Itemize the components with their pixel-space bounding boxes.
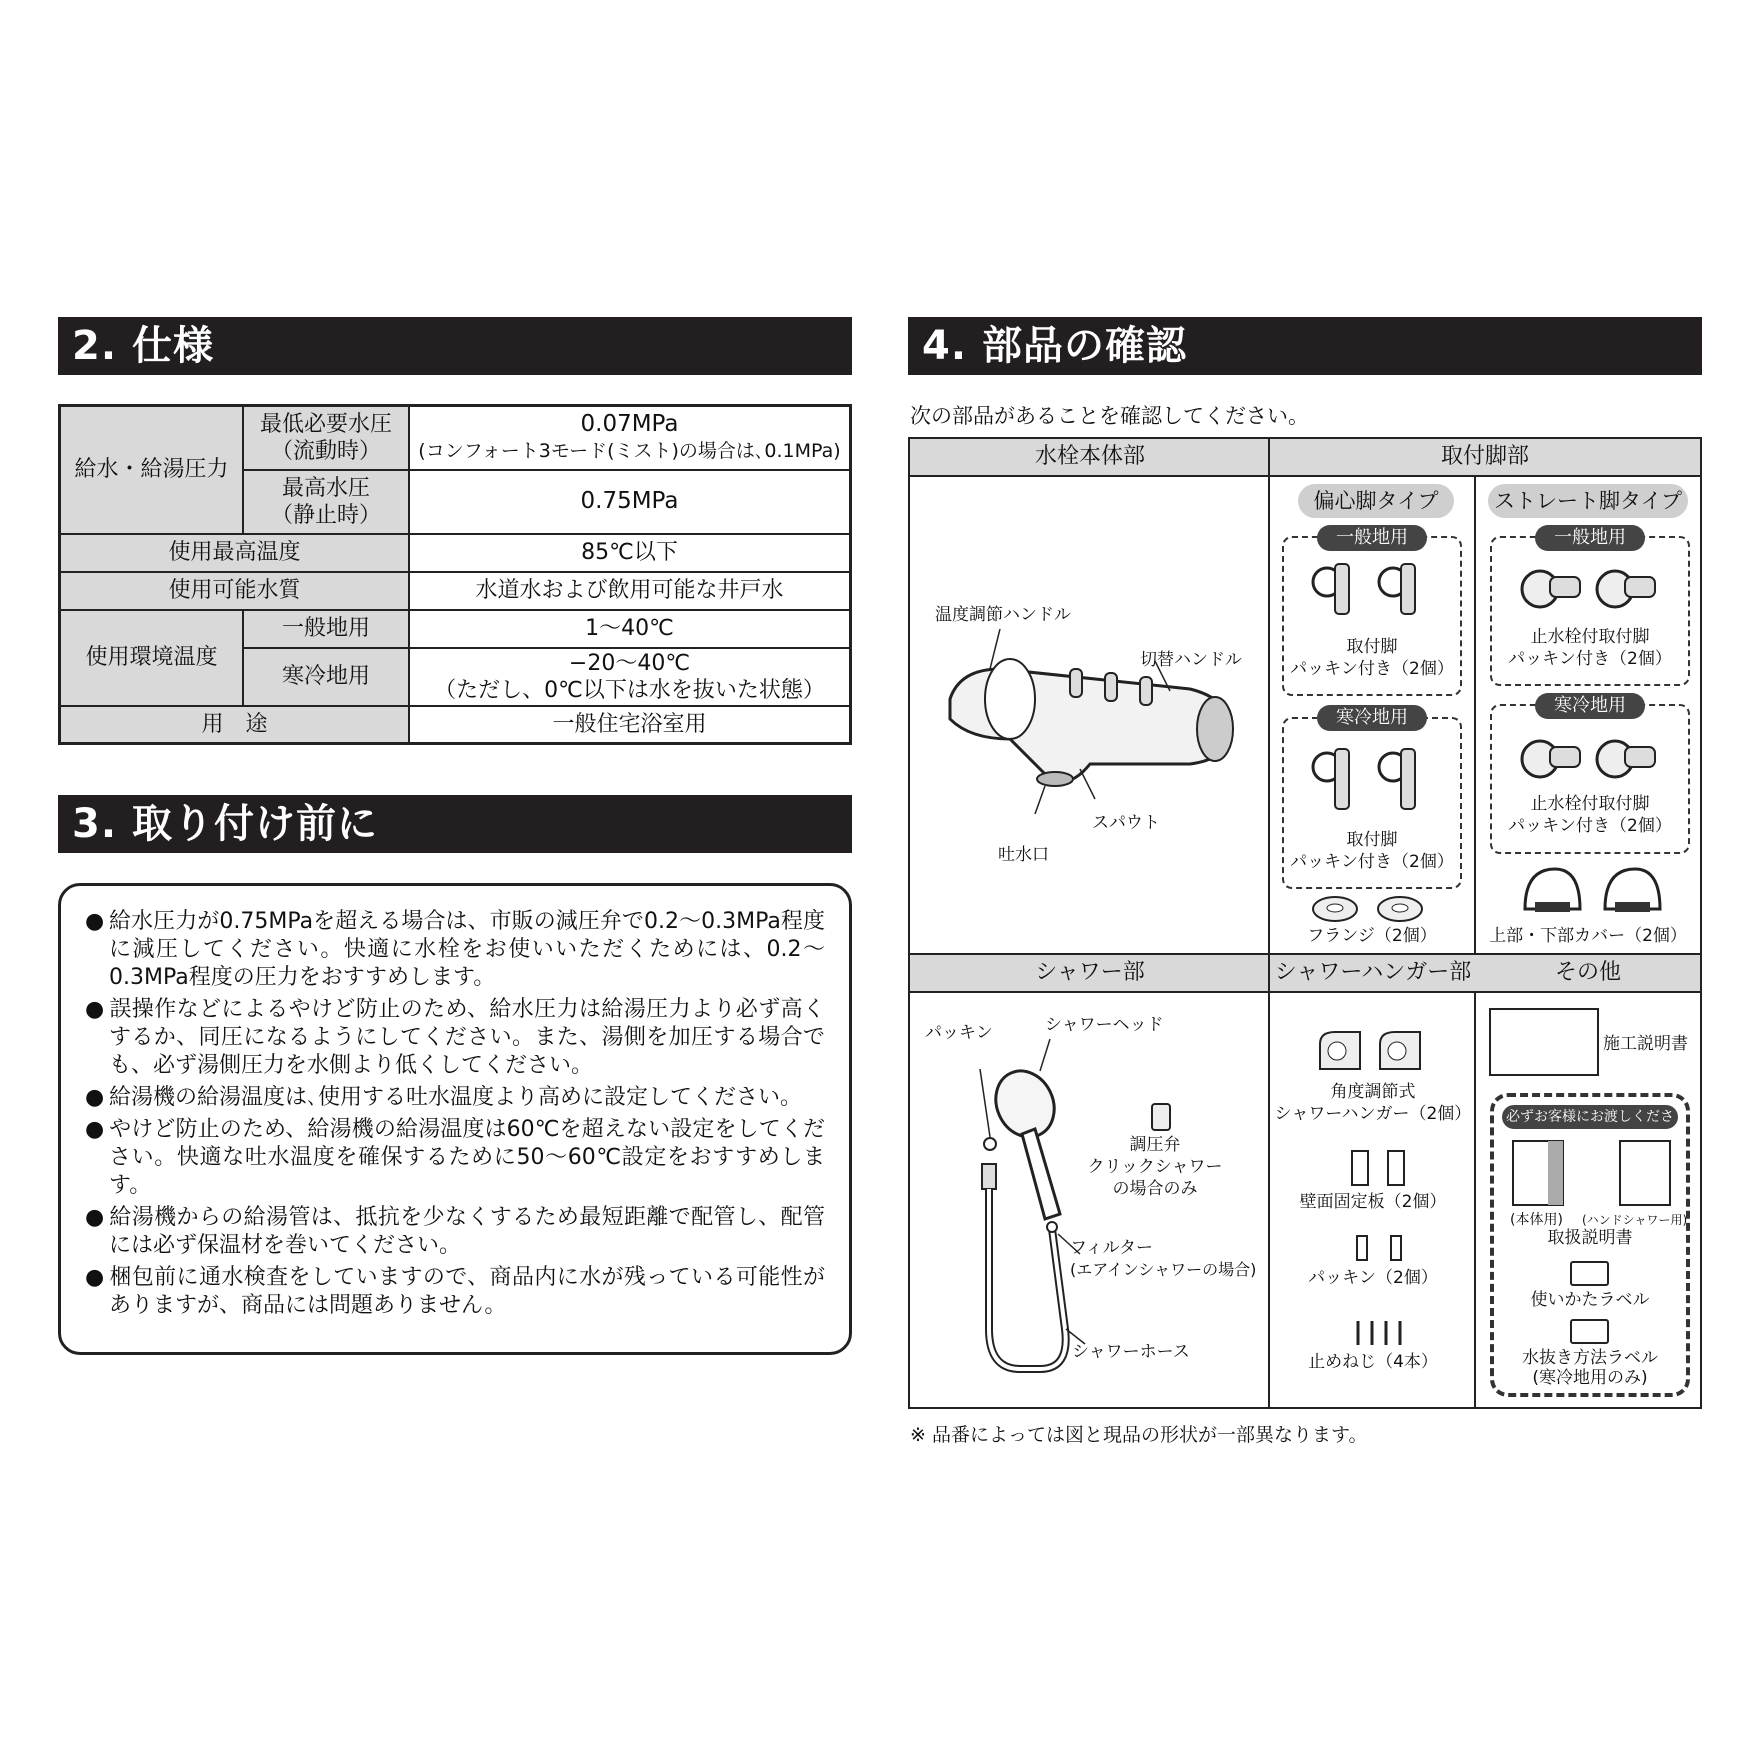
note-item: ● 給湯機の給湯温度は､使用する吐水温度より高めに設定してください｡ (85, 1085, 792, 1110)
tag-general: 一般地用 (1535, 525, 1645, 551)
label-hanger-1: 角度調節式 (1330, 1082, 1416, 1102)
usage-label-icon (1570, 1261, 1610, 1287)
label-shower-head: シャワーヘッド (1045, 1015, 1164, 1035)
label-temp-handle: 温度調節ハンドル (935, 605, 1071, 625)
label-valve-2: クリックシャワー (1087, 1157, 1223, 1177)
section-2-header (58, 317, 852, 375)
pill-eccentric: 偏心脚タイプ (1298, 484, 1454, 518)
label-drain-1: 水抜き方法ラベル (1522, 1348, 1658, 1368)
tag-deliver: 必ずお客様にお渡しください (1502, 1105, 1678, 1129)
header-mount: 取付脚部 (1270, 439, 1700, 477)
header-hanger: シャワーハンガー部 (1270, 953, 1476, 993)
section-3-title: 3. 取り付け前に (72, 801, 378, 847)
section-4-header (908, 317, 1702, 375)
max-pressure-label: 最高水圧 （静止時） (243, 470, 409, 534)
str-cold-part-1: 止水栓付取付脚 (1530, 794, 1650, 814)
label-install-manual: 施工説明書 (1603, 1034, 1688, 1054)
section-4-title: 4. 部品の確認 (922, 323, 1187, 369)
note-item: ● 梱包前に通水検査をしていますので、商品内に水が残っている可能性がありますが、商品には問題ありません。 (85, 1265, 825, 1318)
label-spout: スパウト (1092, 813, 1160, 833)
label-outlet: 吐水口 (998, 845, 1049, 865)
cold-area-label: 寒冷地用 (243, 648, 409, 706)
label-filter-2: (エアインシャワーの場合) (1070, 1260, 1257, 1279)
tag-cold: 寒冷地用 (1535, 693, 1645, 719)
label-drain-2: (寒冷地用のみ) (1532, 1368, 1648, 1388)
max-temp-value: 85℃以下 (409, 534, 851, 572)
label-hand-shower: (ハンドシャワー用) (1582, 1213, 1688, 1227)
eccentric-leg-cold-icon (1305, 739, 1445, 819)
spec-table (58, 404, 852, 745)
label-user-manual: 取扱説明書 (1547, 1228, 1633, 1248)
min-pressure-value: 0.07MPa (コンフォート3モード(ミスト)の場合は､0.1MPa) (409, 406, 851, 470)
label-screw: 止めねじ（4本） (1308, 1352, 1438, 1372)
drain-label-icon (1570, 1319, 1610, 1345)
ecc-general-part-1: 取付脚 (1346, 637, 1398, 657)
note-item: ● 給湯機からの給湯管は、抵抗を少なくするため最短距離で配管し、配管には必ず保温材を巻いてください。 (85, 1205, 825, 1258)
use-label: 用 途 (60, 706, 410, 744)
tag-cold: 寒冷地用 (1317, 705, 1427, 731)
supply-pressure-label: 給水・給湯圧力 (60, 406, 244, 534)
ecc-cold-part-1: 取付脚 (1346, 830, 1398, 850)
cold-area-value: −20〜40℃ （ただし、0℃以下は水を抜いた状態） (409, 648, 851, 706)
tag-general: 一般地用 (1317, 525, 1427, 551)
label-wall-plate: 壁面固定板（2個） (1299, 1192, 1447, 1212)
ecc-general-part-2: パッキン付き（2個） (1290, 659, 1454, 679)
label-hose: シャワーホース (1072, 1342, 1190, 1362)
ecc-cold-part-2: パッキン付き（2個） (1290, 852, 1454, 872)
label-hanger-packing: パッキン（2個） (1308, 1268, 1438, 1288)
hanger-packing-icon (1355, 1234, 1405, 1264)
str-general-part-1: 止水栓付取付脚 (1530, 627, 1650, 647)
eccentric-leg-icon (1305, 554, 1445, 624)
general-area-value: 1〜40℃ (409, 610, 851, 648)
grid-divider (1474, 477, 1476, 953)
max-temp-label: 使用最高温度 (60, 534, 410, 572)
screw-icon (1350, 1317, 1410, 1347)
note-item: ● 給水圧力が0.75MPaを超える場合は、市販の減圧弁で0.2〜0.3MPa程度に減圧してください。快適に水栓をお使いいただくためには、0.2〜0.3MPa程度の圧力をおすすめします。 (85, 909, 825, 990)
label-cover: 上部・下部カバー（2個） (1489, 926, 1687, 946)
label-usage: 使いかたラベル (1530, 1290, 1650, 1310)
label-switch-handle: 切替ハンドル (1140, 650, 1242, 670)
use-value: 一般住宅浴室用 (409, 706, 851, 744)
straight-leg-cold-icon (1510, 729, 1670, 789)
section-2-title: 2. 仕様 (72, 323, 214, 369)
wall-plate-icon (1350, 1149, 1410, 1189)
label-filter-1: フィルター (1070, 1238, 1153, 1258)
note-item: ● 誤操作などによるやけど防止のため、給水圧力は給湯圧力より必ず高くするか、同圧になるようにしてください。また、湯側を加圧する場合でも、必ず湯側圧力を水側より低くしてください。 (85, 997, 825, 1078)
general-area-label: 一般地用 (243, 610, 409, 648)
straight-leg-icon (1510, 559, 1670, 619)
flange-icon (1310, 894, 1430, 924)
label-hanger-2: シャワーハンガー（2個） (1274, 1104, 1472, 1124)
parts-intro: 次の部品があることを確認してください。 (910, 404, 1309, 428)
precautions-box (58, 883, 852, 1355)
header-body: 水栓本体部 (910, 439, 1270, 477)
section-3-header (58, 795, 852, 853)
label-main-unit: (本体用) (1510, 1212, 1563, 1228)
pill-straight: ストレート脚タイプ (1488, 484, 1688, 518)
label-flange: フランジ（2個） (1307, 926, 1437, 946)
env-temp-label: 使用環境温度 (60, 610, 244, 706)
label-valve-3: の場合のみ (1112, 1179, 1198, 1199)
header-other: その他 (1476, 953, 1700, 993)
install-manual-icon (1488, 1007, 1603, 1079)
footnote: ※ 品番によっては図と現品の形状が一部異なります。 (910, 1424, 1368, 1446)
label-packing: パッキン (925, 1023, 993, 1043)
water-quality-label: 使用可能水質 (60, 572, 410, 610)
label-valve-1: 調圧弁 (1129, 1135, 1181, 1155)
min-pressure-label: 最低必要水圧 （流動時） (243, 406, 409, 470)
str-cold-part-2: パッキン付き（2個） (1508, 816, 1672, 836)
max-pressure-value: 0.75MPa (409, 470, 851, 534)
grid-divider (1268, 439, 1270, 1407)
water-quality-value: 水道水および飲用可能な井戸水 (409, 572, 851, 610)
note-item: ● やけど防止のため、給湯機の給湯温度は60℃を超えない設定をしてください。快適な吐水温度を確保するために50〜60℃設定をおすすめします。 (85, 1117, 825, 1198)
hanger-icon (1315, 1029, 1435, 1074)
user-manual-icon (1508, 1139, 1683, 1209)
str-general-part-2: パッキン付き（2個） (1508, 649, 1672, 669)
header-shower: シャワー部 (910, 953, 1270, 993)
parts-grid (908, 437, 1702, 1409)
cover-icon (1520, 864, 1670, 919)
